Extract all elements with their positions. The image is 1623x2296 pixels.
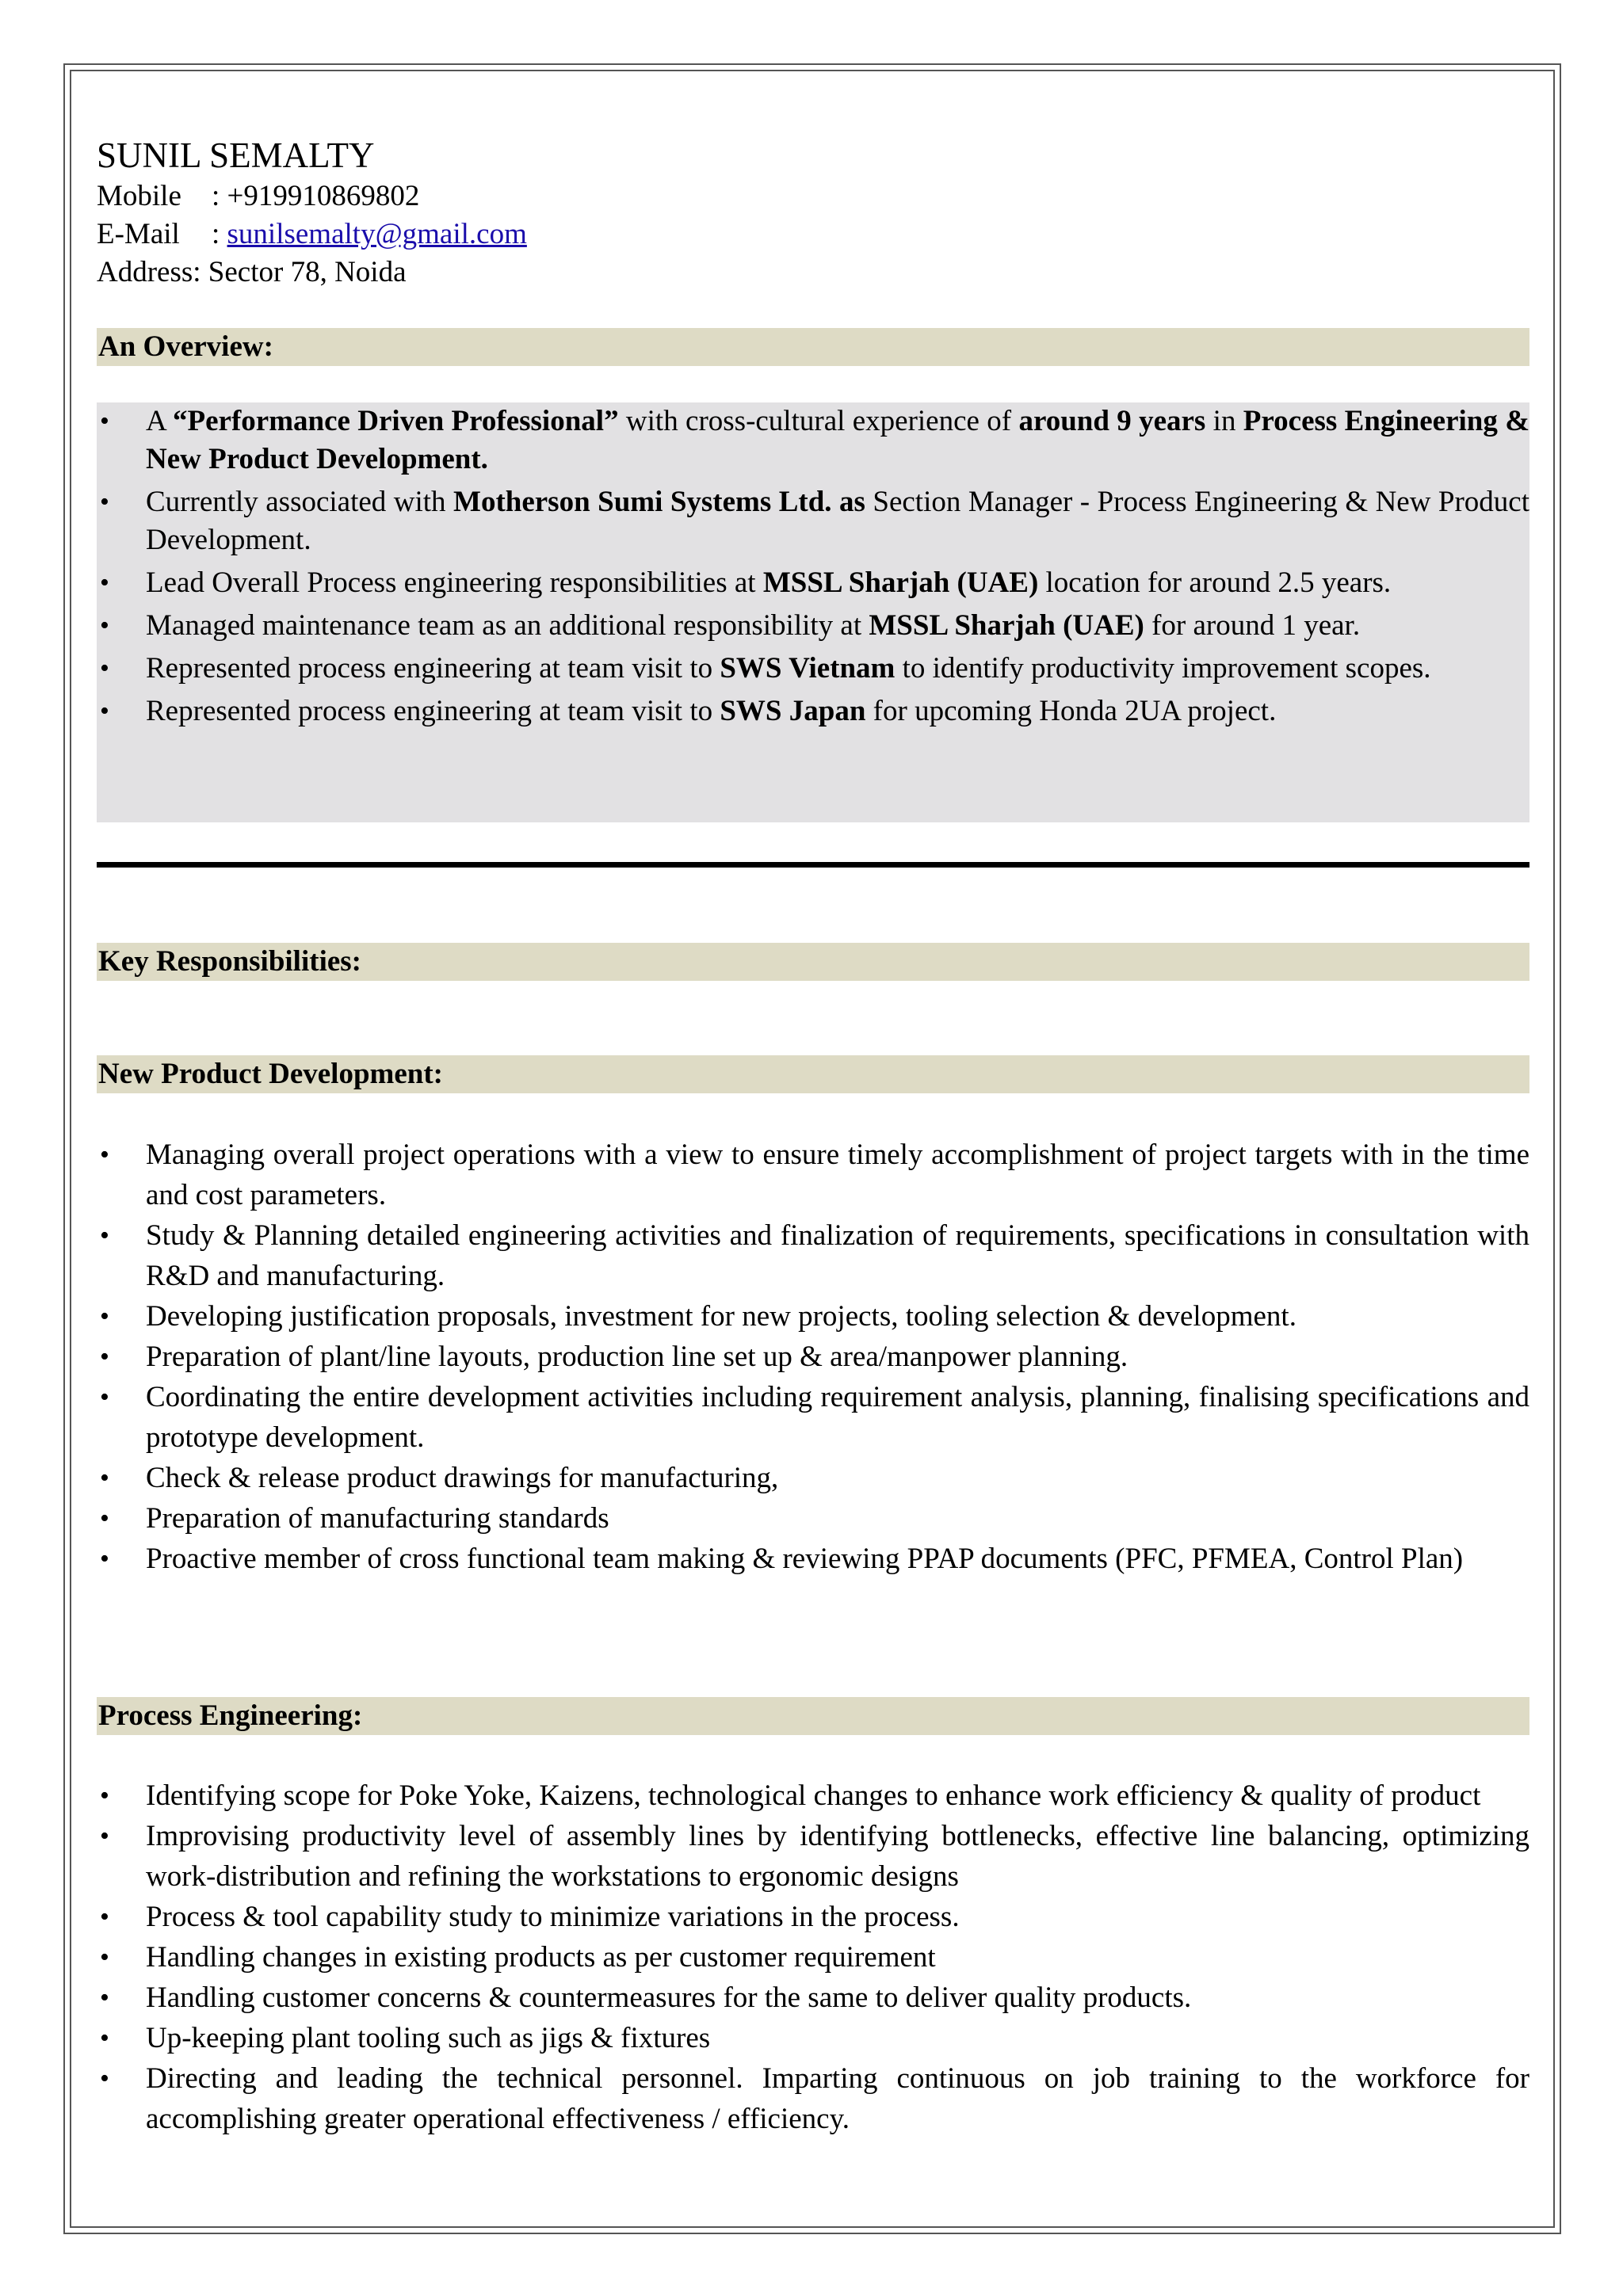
overview-item-text: Represented process engineering at team visit to bbox=[146, 695, 720, 727]
overview-item-text: in bbox=[1205, 405, 1243, 437]
overview-item-text: Section Manager - Process Engineering & New Product Development. bbox=[146, 486, 1529, 556]
process-engineering-item: • Directing and leading the technical personnel. Imparting continuous on job training to the workforce for accomplishing greater operational effectiveness / efficiency. bbox=[97, 2058, 1529, 2139]
email-separator: : bbox=[212, 218, 227, 250]
process-engineering-item: • Handling customer concerns & countermeasures for the same to deliver quality products. bbox=[97, 1978, 1529, 2018]
overview-item-text: Managed maintenance team as an additional responsibility at bbox=[146, 609, 869, 642]
overview-item-text: with cross-cultural experience of bbox=[618, 405, 1019, 437]
npd-item: • Check & release product drawings for manufacturing, bbox=[97, 1458, 1529, 1498]
key-responsibilities-heading: Key Responsibilities: bbox=[97, 943, 1529, 981]
overview-heading: An Overview: bbox=[97, 328, 1529, 366]
npd-item: • Preparation of manufacturing standards bbox=[97, 1498, 1529, 1539]
overview-item-bold-text: Motherson Sumi Systems Ltd. as bbox=[453, 486, 865, 518]
email-label: E-Mail bbox=[97, 218, 180, 250]
npd-item: • Study & Planning detailed engineering activities and finalization of requirements, specifications in consultation with R&D and manufacturing. bbox=[97, 1215, 1529, 1296]
process-engineering-item: • Handling changes in existing products as per customer requirement bbox=[97, 1937, 1529, 1978]
overview-item bbox=[97, 692, 1529, 730]
overview-item-text: Represented process engineering at team visit to bbox=[146, 652, 720, 685]
overview-item-text: Lead Overall Process engineering responsibilities at bbox=[146, 566, 763, 599]
overview-item-text: for around 1 year. bbox=[1144, 609, 1361, 642]
process-engineering-item: • Identifying scope for Poke Yoke, Kaizens, technological changes to enhance work efficiency & quality of product bbox=[97, 1775, 1529, 1816]
process-engineering-item: • Process & tool capability study to minimize variations in the process. bbox=[97, 1897, 1529, 1937]
overview-item-text: A bbox=[146, 405, 174, 437]
overview-item-text: location for around 2.5 years. bbox=[1038, 566, 1392, 599]
npd-item: • Coordinating the entire development activities including requirement analysis, planning, finalising specifications and prototype development. bbox=[97, 1377, 1529, 1458]
npd-item: • Developing justification proposals, investment for new projects, tooling selection & development. bbox=[97, 1296, 1529, 1337]
process-engineering-list bbox=[97, 1775, 1529, 2139]
overview-item-bold-text: around 9 years bbox=[1018, 405, 1206, 437]
address-value: : Sector 78, Noida bbox=[193, 256, 407, 288]
npd-item: • Proactive member of cross functional team making & reviewing PPAP documents (PFC, PFMEA, Control Plan) bbox=[97, 1539, 1529, 1579]
process-engineering-heading: Process Engineering: bbox=[97, 1697, 1529, 1735]
section-divider bbox=[97, 862, 1529, 868]
overview-item-bold-text: SWS Japan bbox=[720, 695, 866, 727]
contact-header bbox=[97, 133, 1529, 292]
overview-item bbox=[97, 564, 1529, 602]
overview-item-bold-text: Process Engineering & New Product Development. bbox=[146, 405, 1530, 475]
overview-item bbox=[97, 607, 1529, 645]
overview-item-bold-text: MSSL Sharjah (UAE) bbox=[762, 566, 1039, 599]
npd-item: • Managing overall project operations with a view to ensure timely accomplishment of project targets with in the time and cost parameters. bbox=[97, 1135, 1529, 1215]
overview-item bbox=[97, 650, 1529, 688]
new-product-development-heading: New Product Development: bbox=[97, 1055, 1529, 1093]
address-line bbox=[97, 254, 1529, 292]
overview-item-text: Currently associated with bbox=[146, 486, 454, 518]
overview-item-bold-text: “Performance Driven Professional” bbox=[173, 405, 619, 437]
email-link[interactable]: sunilsemalty@gmail.com bbox=[227, 218, 527, 250]
email-line bbox=[97, 215, 1529, 254]
mobile-label: Mobile bbox=[97, 180, 181, 212]
npd-item: • Preparation of plant/line layouts, production line set up & area/manpower planning. bbox=[97, 1337, 1529, 1377]
overview-item bbox=[97, 483, 1529, 559]
candidate-name: SUNIL SEMALTY bbox=[97, 135, 375, 175]
overview-item-text: for upcoming Honda 2UA project. bbox=[865, 695, 1277, 727]
new-product-development-list bbox=[97, 1135, 1529, 1579]
mobile-value: : +919910869802 bbox=[212, 180, 420, 212]
overview-item-text: to identify productivity improvement scopes. bbox=[895, 652, 1431, 685]
overview-item bbox=[97, 402, 1529, 479]
overview-list bbox=[97, 402, 1529, 735]
process-engineering-item: • Improvising productivity level of assembly lines by identifying bottlenecks, effective line balancing, optimizing work-distribution and refining the workstations to ergonomic designs bbox=[97, 1816, 1529, 1897]
mobile-line bbox=[97, 177, 1529, 215]
overview-item-bold-text: MSSL Sharjah (UAE) bbox=[869, 609, 1144, 642]
overview-item-bold-text: SWS Vietnam bbox=[720, 652, 896, 685]
process-engineering-item: • Up-keeping plant tooling such as jigs & fixtures bbox=[97, 2018, 1529, 2058]
address-label: Address bbox=[97, 256, 193, 288]
